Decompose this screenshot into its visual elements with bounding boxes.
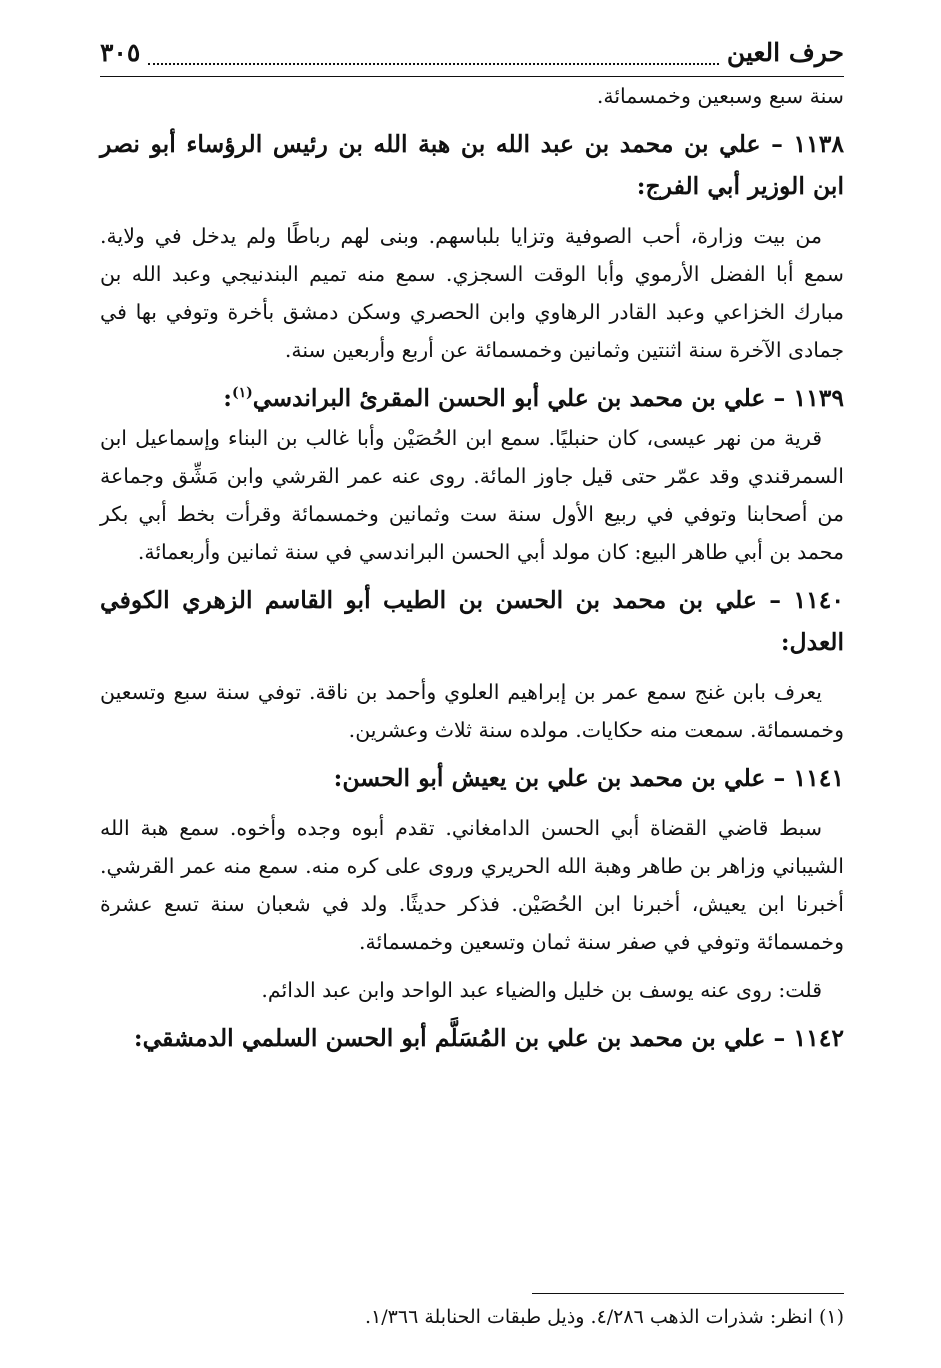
footnote-rule [532, 1293, 844, 1294]
spacer [100, 799, 844, 809]
footnote: (١) انظر: شذرات الذهب ٤/٢٨٦. وذيل طبقات الحنابلة ١/٣٦٦. [365, 1306, 844, 1328]
chapter-title: حرف العين [726, 38, 844, 67]
entry-heading-1142: ١١٤٢ – علي بن محمد بن علي بن المُسَلَّم أبو الحسن السلمي الدمشقي: [133, 1024, 844, 1052]
running-head [100, 28, 844, 77]
entry-heading-1140: ١١٤٠ – علي بن محمد بن الحسن بن الطيب أبو القاسم الزهري الكوفي العدل: [100, 586, 844, 656]
spacer [100, 663, 844, 673]
entry-heading-1139-text: ١١٣٩ – علي بن محمد بن علي أبو الحسن المقرئ البراندسي [252, 384, 844, 412]
entry-text-1138: من بيت وزارة، أحب الصوفية وتزايا بلباسهم. وبنى لهم رباطًا ولم يدخل في ولاية. سمع أبا الفضل الأرموي وأبا الوقت السجزي. سمع منه تميم البندنيجي وعبد الله بن مبارك الخزاعي وعبد القادر الرهاوي وابن الحصري وسكن دمشق بأخرة وتوفي بها في جمادى الآخرة سنة اثنتين وثمانين وخمسمائة عن أربع وأربعين سنة. [100, 224, 844, 362]
entry-heading-1139-colon: : [223, 384, 232, 412]
editor-note: قلت: روى عنه يوسف بن خليل والضياء عبد الواحد وابن عبد الدائم. [261, 978, 822, 1002]
spacer [100, 961, 844, 971]
footnote-marker[interactable]: (١) [231, 385, 253, 402]
page-number: ٣٠٥ [100, 38, 141, 67]
spacer [100, 207, 844, 217]
entry-heading-1141: ١١٤١ – علي بن محمد بن علي بن يعيش أبو الحسن: [333, 764, 844, 792]
entry-text-1141: سبط قاضي القضاة أبي الحسن الدامغاني. تقدم أبوه وجده وأخوه. سمع هبة الله الشيباني وزاهر بن طاهر وهبة الله الحريري وروى على كره منه. سمع منه عمر القرشي. أخبرنا ابن يعيش، أخبرنا ابن الحُصَيْن. فذكر حديثًا. ولد في شعبان سنة تسع عشرة وخمسمائة وتوفي في صفر سنة ثمان وتسعين وخمسمائة. [100, 816, 844, 954]
dot-leader [148, 39, 719, 65]
continuation-text: سنة سبع وسبعين وخمسمائة. [596, 84, 844, 108]
entry-heading-1138: ١١٣٨ – علي بن محمد بن عبد الله بن هبة الله بن رئيس الرؤساء أبو نصر ابن الوزير أبي الفرج: [100, 130, 844, 200]
entry-text-1140: يعرف بابن غنج سمع عمر بن إبراهيم العلوي وأحمد بن ناقة. توفي سنة سبع وتسعين وخمسمائة. سمعت منه حكايات. مولده سنة ثلاث وعشرين. [100, 680, 844, 742]
entry-heading-1139 [100, 377, 844, 419]
entry-text-1139: قرية من نهر عيسى، كان حنبليًا. سمع ابن الحُصَيْن وأبا غالب بن البناء وإسماعيل ابن السمرقندي وقد عمّر حتى قيل جاوز المائة. روى عنه عمر القرشي وابن مَشِّق وجماعة من أصحابنا وتوفي في ربيع الأول سنة ست وثمانين وخمسمائة وقرأت بخط أبي بكر محمد بن أبي طاهر البيع: كان مولد أبي الحسن البراندسي في سنة ثمانين وأربعمائة. [100, 426, 844, 564]
